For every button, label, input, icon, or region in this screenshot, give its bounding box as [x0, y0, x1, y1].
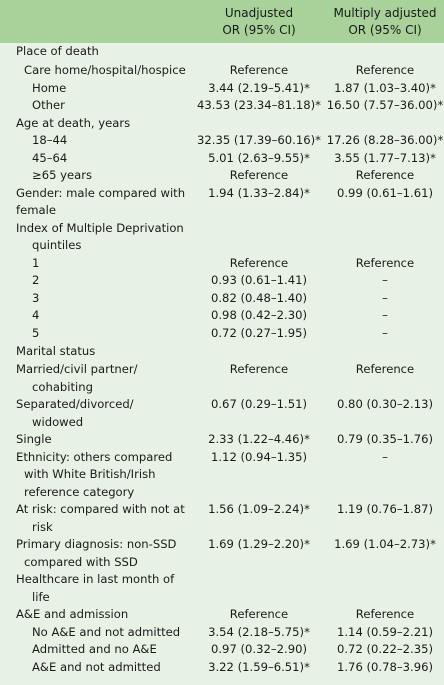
row-label: Marital status — [16, 344, 96, 358]
row-label: 1 — [32, 256, 40, 270]
adjusted-or-value: Reference — [355, 256, 415, 270]
row-label: Gender: male compared with — [16, 186, 186, 200]
row-label: Ethnicity: others compared — [16, 450, 173, 464]
row-label: with White British/Irish — [24, 467, 156, 481]
row-label: risk — [32, 520, 53, 534]
row-label: Single — [16, 432, 52, 446]
unadjusted-or-value: 0.82 (0.48–1.40) — [211, 291, 307, 305]
unadjusted-or-value: 3.54 (2.18–5.75)* — [208, 625, 310, 639]
row-label: A&E and not admitted — [32, 660, 161, 674]
unadjusted-or-value: 2.33 (1.22–4.46)* — [208, 432, 310, 446]
unadjusted-or-value: 3.22 (1.59–6.51)* — [208, 660, 310, 674]
row-label: A&E and admission — [16, 607, 129, 621]
adjusted-or-value: – — [382, 450, 388, 464]
unadjusted-or-value: 0.97 (0.32–2.90) — [211, 642, 307, 656]
unadjusted-or-value: Reference — [229, 63, 289, 77]
adjusted-or-value: 0.72 (0.22–2.35) — [337, 642, 433, 656]
row-label: ≥65 years — [32, 168, 93, 182]
adjusted-or-value: Reference — [355, 168, 415, 182]
row-label: 18–44 — [32, 133, 68, 147]
row-label: compared with SSD — [24, 555, 138, 569]
row-label: widowed — [32, 415, 84, 429]
row-label: life — [32, 590, 50, 604]
adjusted-or-value: 1.76 (0.78–3.96) — [337, 660, 433, 674]
unadjusted-or-value: Reference — [229, 607, 289, 621]
row-label: female — [16, 203, 56, 217]
row-label: quintiles — [32, 238, 82, 252]
adjusted-or-value: 3.55 (1.77–7.13)* — [334, 151, 436, 165]
adjusted-or-value: 1.87 (1.03–3.40)* — [334, 81, 436, 95]
adjusted-or-value: Reference — [355, 63, 415, 77]
unadjusted-or-value: 0.98 (0.42–2.30) — [211, 308, 307, 322]
unadjusted-header-line2: OR (95% CI) — [222, 23, 296, 37]
adjusted-or-value: 0.79 (0.35–1.76) — [337, 432, 433, 446]
row-label: Other — [32, 98, 65, 112]
row-label: Age at death, years — [16, 116, 131, 130]
adjusted-or-value: 0.80 (0.30–2.13) — [337, 397, 433, 411]
unadjusted-or-value: 43.53 (23.34–81.18)* — [197, 98, 321, 112]
unadjusted-or-value: Reference — [229, 362, 289, 376]
adjusted-or-value: 16.50 (7.57–36.00)* — [326, 98, 444, 112]
row-label: No A&E and not admitted — [32, 625, 181, 639]
row-label: Care home/hospital/hospice — [24, 63, 186, 77]
adjusted-or-value: 1.69 (1.04–2.73)* — [334, 537, 436, 551]
row-label: Place of death — [16, 44, 99, 58]
unadjusted-or-value: 3.44 (2.19–5.41)* — [208, 81, 310, 95]
adjusted-header-line2: OR (95% CI) — [348, 23, 422, 37]
row-label: Healthcare in last month of — [16, 572, 175, 586]
unadjusted-header-line1: Unadjusted — [224, 6, 294, 20]
adjusted-or-value: 1.19 (0.76–1.87) — [337, 502, 433, 516]
row-label: Home — [32, 81, 67, 95]
row-label: Primary diagnosis: non-SSD — [16, 537, 177, 551]
row-label: Admitted and no A&E — [32, 642, 157, 656]
adjusted-or-value: – — [382, 273, 388, 287]
unadjusted-or-value: 1.56 (1.09–2.24)* — [208, 502, 310, 516]
unadjusted-or-value: 0.67 (0.29–1.51) — [211, 397, 307, 411]
unadjusted-or-value: 0.72 (0.27–1.95) — [211, 326, 307, 340]
unadjusted-or-value: 32.35 (17.39–60.16)* — [197, 133, 321, 147]
adjusted-or-value: – — [382, 326, 388, 340]
row-label: 45–64 — [32, 151, 68, 165]
row-label: cohabiting — [32, 380, 93, 394]
adjusted-header-line1: Multiply adjusted — [333, 6, 437, 20]
row-label: 2 — [32, 273, 40, 287]
row-label: At risk: compared with not at — [16, 502, 185, 516]
adjusted-or-value: Reference — [355, 607, 415, 621]
unadjusted-or-value: Reference — [229, 256, 289, 270]
unadjusted-or-value: 1.69 (1.29–2.20)* — [208, 537, 310, 551]
row-label: 3 — [32, 291, 40, 305]
adjusted-or-value: 17.26 (8.28–36.00)* — [326, 133, 444, 147]
row-label: Separated/divorced/ — [16, 397, 134, 411]
unadjusted-or-value: 0.93 (0.61–1.41) — [211, 273, 307, 287]
adjusted-or-value: – — [382, 308, 388, 322]
row-label: Married/civil partner/ — [16, 362, 138, 376]
adjusted-or-value: Reference — [355, 362, 415, 376]
adjusted-column-header — [326, 5, 444, 39]
adjusted-or-value: 1.14 (0.59–2.21) — [337, 625, 433, 639]
table-header — [0, 0, 444, 43]
adjusted-or-value: 0.99 (0.61–1.61) — [337, 186, 433, 200]
unadjusted-or-value: Reference — [229, 168, 289, 182]
row-label: reference category — [24, 485, 135, 499]
unadjusted-or-value: 1.94 (1.33–2.84)* — [208, 186, 310, 200]
row-label: 5 — [32, 326, 40, 340]
unadjusted-or-value: 1.12 (0.94–1.35) — [211, 450, 307, 464]
row-label: 4 — [32, 308, 40, 322]
adjusted-or-value: – — [382, 291, 388, 305]
unadjusted-or-value: 5.01 (2.63–9.55)* — [208, 151, 310, 165]
row-label: Index of Multiple Deprivation — [16, 221, 184, 235]
unadjusted-column-header — [196, 5, 322, 39]
